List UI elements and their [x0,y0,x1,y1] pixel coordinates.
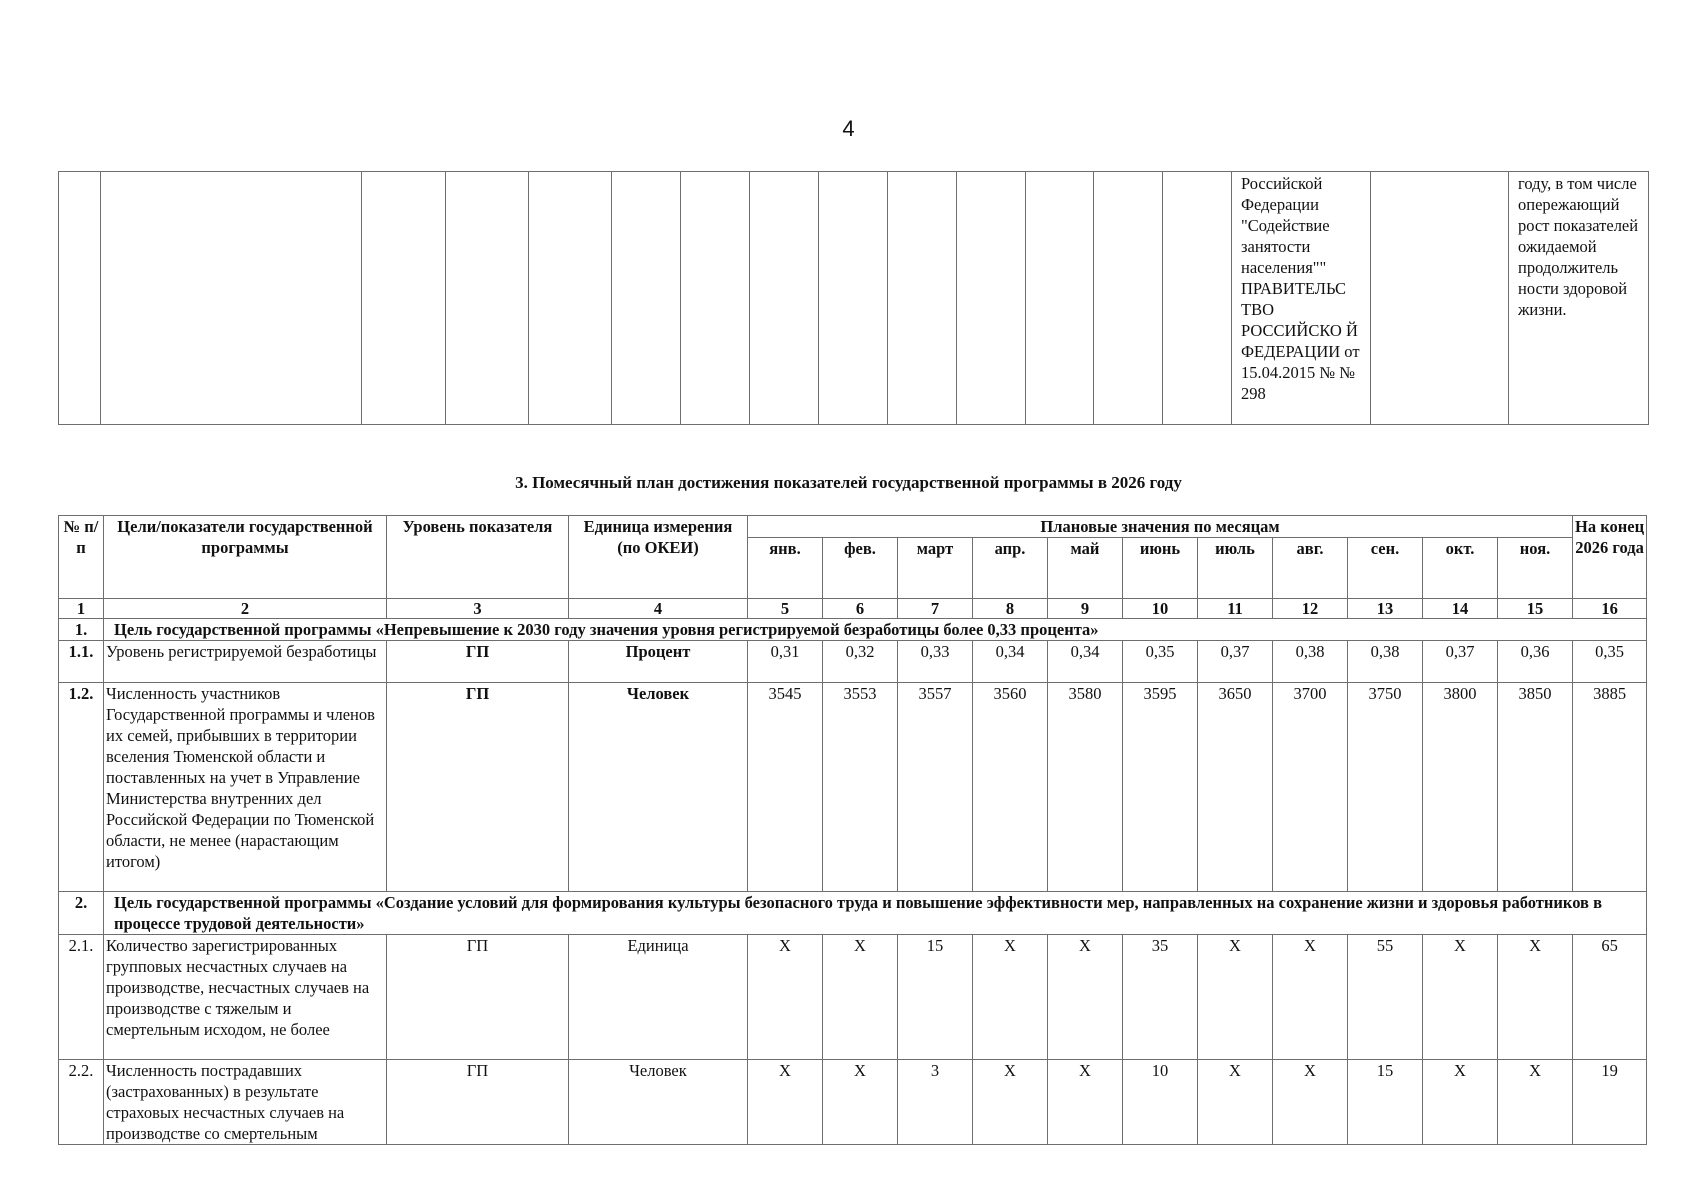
header-level: Уровень показателя [387,516,569,599]
end-value: 65 [1573,935,1647,1060]
month-value: Х [973,1060,1048,1145]
month-value: 3560 [973,683,1048,892]
header-unit: Единица измерения (по ОКЕИ) [569,516,748,599]
column-number: 11 [1198,599,1273,619]
month-value: 3553 [823,683,898,892]
month-value: Х [1048,1060,1123,1145]
indicator-unit: Единица [569,935,748,1060]
indicator-level: ГП [387,1060,569,1145]
column-number: 15 [1498,599,1573,619]
basis-cell: Российской Федерации "Содействие занятости населения"" ПРАВИТЕЛЬС ТВО РОССИЙСКО Й ФЕДЕРАЦИИ от 15.04.2015 № № 298 [1232,172,1371,425]
header-month: май [1048,538,1123,599]
month-value: Х [1048,935,1123,1060]
column-number: 9 [1048,599,1123,619]
section-title: 3. Помесячный план достижения показателей государственной программы в 2026 году [515,473,1182,492]
indicator-level: ГП [387,935,569,1060]
month-value: 3850 [1498,683,1573,892]
month-value: 0,33 [898,641,973,683]
month-value: Х [1498,935,1573,1060]
month-value: Х [823,1060,898,1145]
row-num: 2.2. [59,1060,104,1145]
month-value: Х [748,1060,823,1145]
cont-cell [446,172,529,425]
month-value: Х [1273,935,1348,1060]
goal-text: Цель государственной программы «Непревышение к 2030 году значения уровня регистрируемой безработицы более 0,33 процента» [104,619,1647,641]
header-month: июль [1198,538,1273,599]
month-value: 0,36 [1498,641,1573,683]
cont-cell [819,172,888,425]
table-row [59,1060,1647,1145]
end-value: 0,35 [1573,641,1647,683]
indicator-level: ГП [387,641,569,683]
header-month: ноя. [1498,538,1573,599]
cont-cell [957,172,1026,425]
month-value: 3700 [1273,683,1348,892]
column-number: 14 [1423,599,1498,619]
header-goals: Цели/показатели государственной программы [104,516,387,599]
header-month: авг. [1273,538,1348,599]
cont-cell [888,172,957,425]
continuation-table [58,171,1649,425]
column-number: 5 [748,599,823,619]
indicator-unit: Процент [569,641,748,683]
cont-cell [101,172,362,425]
header-month: фев. [823,538,898,599]
month-value: Х [1423,935,1498,1060]
month-value: Х [823,935,898,1060]
month-value: 0,37 [1423,641,1498,683]
header-month: июнь [1123,538,1198,599]
goal-text: Цель государственной программы «Создание условий для формирования культуры безопасного труда и повышение эффективности мер, направленных на сохранение жизни и здоровья работников в процессе трудовой деятельности» [104,892,1647,935]
header-month: март [898,538,973,599]
month-value: 3650 [1198,683,1273,892]
header-row [59,516,1647,538]
month-value: 0,32 [823,641,898,683]
month-value: 3595 [1123,683,1198,892]
page-number: 4 [842,116,855,141]
goal-num: 1. [59,619,104,641]
month-value: 0,38 [1273,641,1348,683]
cont-cell [529,172,612,425]
month-value: Х [1273,1060,1348,1145]
month-value: 0,34 [973,641,1048,683]
month-value: 55 [1348,935,1423,1060]
cont-cell [59,172,101,425]
column-number: 7 [898,599,973,619]
end-value: 19 [1573,1060,1647,1145]
month-value: 15 [1348,1060,1423,1145]
month-value: Х [973,935,1048,1060]
column-number: 2 [104,599,387,619]
indicator-name: Уровень регистрируемой безработицы [104,641,387,683]
header-month: окт. [1423,538,1498,599]
month-value: 0,31 [748,641,823,683]
end-value: 3885 [1573,683,1647,892]
column-numbers-row [59,599,1647,619]
continuation-row [59,172,1649,425]
cont-cell [1026,172,1094,425]
indicator-unit: Человек [569,683,748,892]
header-month: апр. [973,538,1048,599]
table-row [59,935,1647,1060]
row-num: 2.1. [59,935,104,1060]
row-num: 1.2. [59,683,104,892]
cont-cell [612,172,681,425]
column-number: 4 [569,599,748,619]
header-num: № п/п [59,516,104,599]
header-month: янв. [748,538,823,599]
cont-cell [750,172,819,425]
goal-num: 2. [59,892,104,935]
header-end: На конец 2026 года [1573,516,1647,599]
indicator-unit: Человек [569,1060,748,1145]
month-value: 3557 [898,683,973,892]
column-number: 12 [1273,599,1348,619]
month-value: Х [1198,935,1273,1060]
month-value: Х [748,935,823,1060]
indicator-name: Количество зарегистрированных групповых несчастных случаев на производстве, несчастных случаев на производстве с тяжелым и смертельным исходом, не более [104,935,387,1060]
month-value: 0,38 [1348,641,1423,683]
table-row [59,641,1647,683]
column-number: 13 [1348,599,1423,619]
column-number: 16 [1573,599,1647,619]
column-number: 3 [387,599,569,619]
header-plan-group: Плановые значения по месяцам [748,516,1573,538]
indicator-name: Численность пострадавших (застрахованных) в результате страховых несчастных случаев на производстве со смертельным [104,1060,387,1145]
month-value: 3580 [1048,683,1123,892]
indicator-level: ГП [387,683,569,892]
cont-cell [362,172,446,425]
month-value: 35 [1123,935,1198,1060]
goal-row [59,619,1647,641]
month-value: Х [1498,1060,1573,1145]
cont-cell [681,172,750,425]
month-value: Х [1198,1060,1273,1145]
month-value: 3545 [748,683,823,892]
indicator-name: Численность участников Государственной программы и членов их семей, прибывших в территории вселения Тюменской области и поставленных на учет в Управление Министерства внутренних дел Российской Федерации по Тюменской области, не менее (нарастающим итогом) [104,683,387,892]
column-number: 6 [823,599,898,619]
cont-cell [1163,172,1232,425]
month-value: Х [1423,1060,1498,1145]
month-value: 0,34 [1048,641,1123,683]
month-value: 3800 [1423,683,1498,892]
month-value: 3750 [1348,683,1423,892]
month-value: 0,37 [1198,641,1273,683]
column-number: 1 [59,599,104,619]
month-value: 10 [1123,1060,1198,1145]
column-number: 8 [973,599,1048,619]
monthly-plan-table [58,515,1647,1145]
goal-row [59,892,1647,935]
row-num: 1.1. [59,641,104,683]
month-value: 3 [898,1060,973,1145]
note-cell: году, в том числе опережающий рост показателей ожидаемой продолжитель ности здоровой жизни. [1509,172,1649,425]
header-month: сен. [1348,538,1423,599]
column-number: 10 [1123,599,1198,619]
cont-cell [1371,172,1509,425]
table-row [59,683,1647,892]
month-value: 15 [898,935,973,1060]
month-value: 0,35 [1123,641,1198,683]
cont-cell [1094,172,1163,425]
